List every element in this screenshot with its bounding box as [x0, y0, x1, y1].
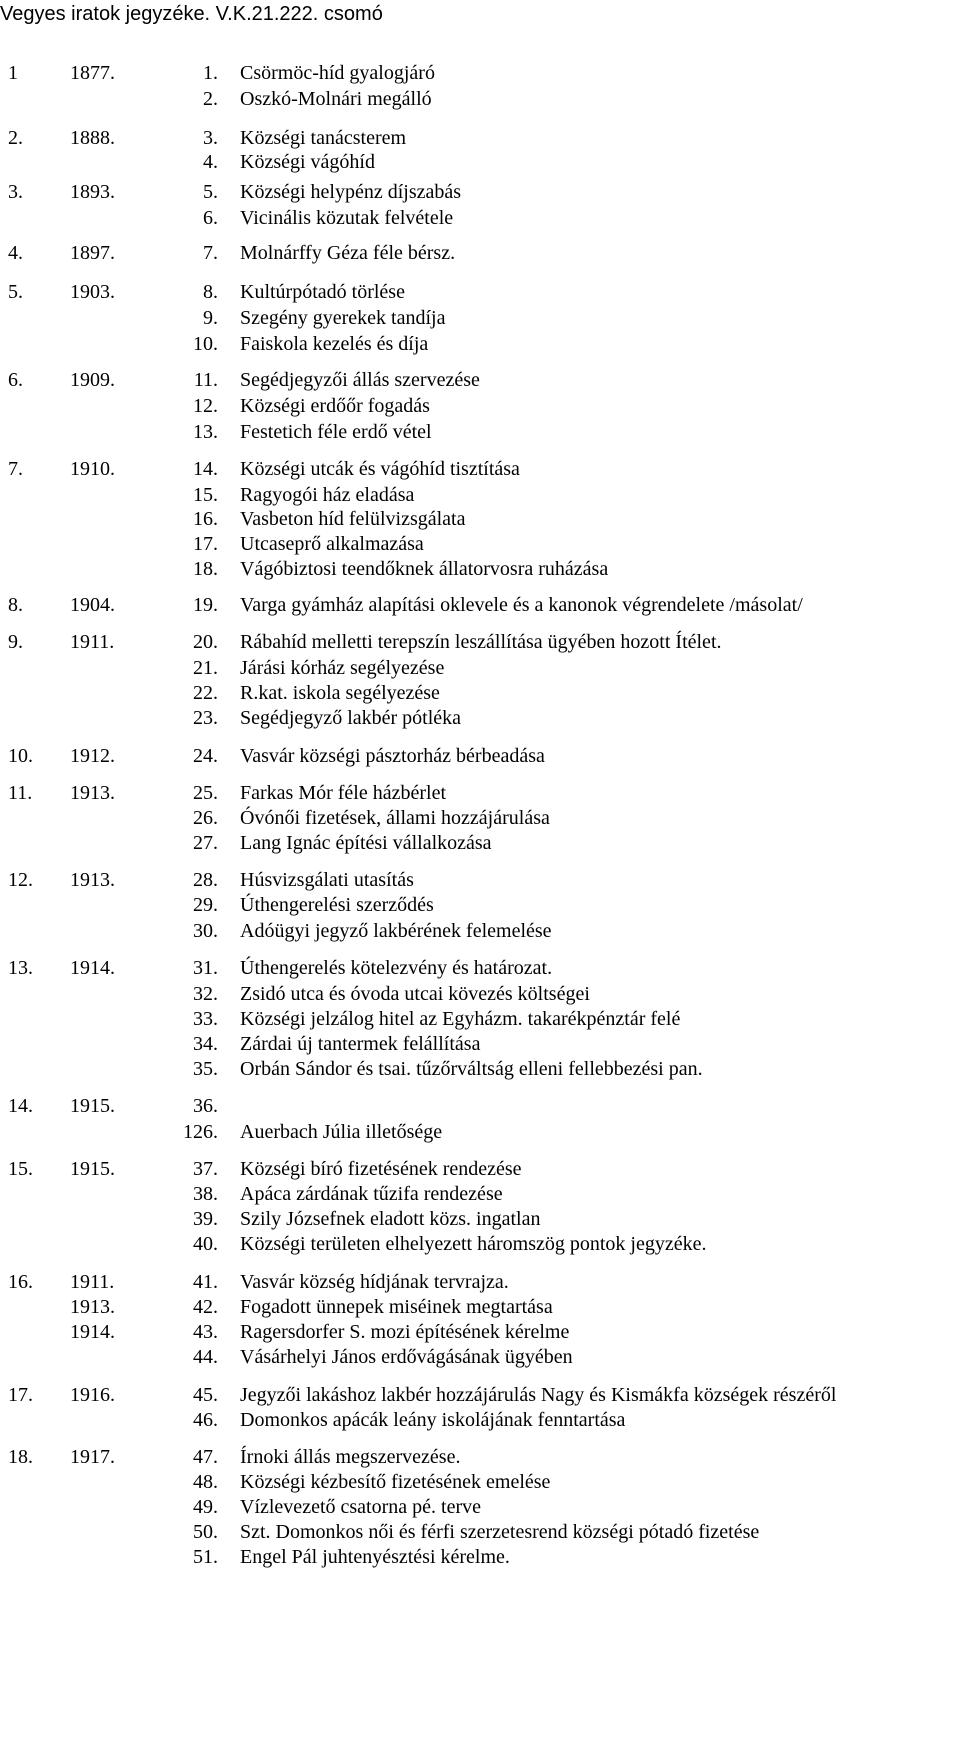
- item-number: 51.: [193, 1546, 218, 1568]
- item-number: 2.: [203, 88, 218, 110]
- item-text: Községi területen elhelyezett háromszög pontok jegyzéke.: [240, 1233, 707, 1255]
- item-text: Lang Ignác építési vállalkozása: [240, 832, 492, 854]
- entry-year: 1916.: [70, 1384, 115, 1406]
- item-text: Községi helypénz díjszabás: [240, 181, 462, 203]
- item-number: 18.: [193, 558, 218, 580]
- item-number: 126.: [183, 1121, 218, 1143]
- entry-number: 5.: [8, 281, 23, 303]
- entry-year: 1914.: [70, 957, 115, 979]
- item-number: 15.: [193, 484, 218, 506]
- item-text: Vicinális közutak felvétele: [240, 207, 454, 229]
- entry-number: 12.: [8, 869, 33, 891]
- entry-number: 3.: [8, 181, 23, 203]
- item-text: Községi bíró fizetésének rendezése: [240, 1158, 522, 1180]
- item-number: 24.: [193, 745, 218, 767]
- item-text: Vasvár község hídjának tervrajza.: [240, 1271, 509, 1293]
- item-text: Faiskola kezelés és díja: [240, 333, 429, 355]
- item-text: Szegény gyerekek tandíja: [240, 307, 446, 329]
- item-text: Községi vágóhíd: [240, 151, 375, 173]
- item-text: Úthengerelés kötelezvény és határozat.: [240, 957, 553, 979]
- item-number: 3.: [203, 127, 218, 149]
- item-text: Községi jelzálog hitel az Egyházm. takarékpénztár felé: [240, 1008, 681, 1030]
- item-text: Jegyzői lakáshoz lakbér hozzájárulás Nagy és Kismákfa községek részéről: [240, 1384, 837, 1406]
- item-number: 49.: [193, 1496, 218, 1518]
- item-number: 33.: [193, 1008, 218, 1030]
- item-text: Vágóbiztosi teendőknek állatorvosra ruházása: [240, 558, 609, 580]
- item-number: 1.: [203, 62, 218, 84]
- item-text: Vásárhelyi János erdővágásának ügyében: [240, 1346, 573, 1368]
- item-text: Zsidó utca és óvoda utcai kövezés költségei: [240, 983, 590, 1005]
- item-number: 17.: [193, 533, 218, 555]
- item-number: 39.: [193, 1208, 218, 1230]
- item-text: Községi tanácsterem: [240, 127, 407, 149]
- entry-number: 4.: [8, 242, 23, 264]
- item-number: 44.: [193, 1346, 218, 1368]
- item-number: 16.: [193, 508, 218, 530]
- item-number: 35.: [193, 1058, 218, 1080]
- item-number: 48.: [193, 1471, 218, 1493]
- item-number: 41.: [193, 1271, 218, 1293]
- entry-number: 10.: [8, 745, 33, 767]
- item-text: Utcaseprő alkalmazása: [240, 533, 424, 555]
- item-text: Engel Pál juhtenyésztési kérelme.: [240, 1546, 510, 1568]
- entry-year: 1913.: [70, 782, 115, 804]
- entry-number: 13.: [8, 957, 33, 979]
- entry-year: 1904.: [70, 594, 115, 616]
- item-text: Községi utcák és vágóhíd tisztítása: [240, 458, 520, 480]
- entry-number: 15.: [8, 1158, 33, 1180]
- item-number: 11.: [193, 369, 218, 391]
- item-text: Óvónői fizetések, állami hozzájárulása: [240, 807, 550, 829]
- item-text: Zárdai új tantermek felállítása: [240, 1033, 481, 1055]
- entry-year: 1909.: [70, 369, 115, 391]
- item-text: Csörmöc-híd gyalogjáró: [240, 62, 435, 84]
- item-text: Járási kórház segélyezése: [240, 657, 445, 679]
- entry-year: 1913.: [70, 869, 115, 891]
- item-text: Írnoki állás megszervezése.: [240, 1446, 461, 1468]
- entry-number: 6.: [8, 369, 23, 391]
- item-number: 38.: [193, 1183, 218, 1205]
- item-text: Kultúrpótadó törlése: [240, 281, 405, 303]
- item-number: 28.: [193, 869, 218, 891]
- item-number: 26.: [193, 807, 218, 829]
- entry-number: 16.: [8, 1271, 33, 1293]
- entry-number: 8.: [8, 594, 23, 616]
- item-text: Vasbeton híd felülvizsgálata: [240, 508, 466, 530]
- entry-number: 17.: [8, 1384, 33, 1406]
- item-number: 5.: [203, 181, 218, 203]
- item-text: Fogadott ünnepek miséinek megtartása: [240, 1296, 553, 1318]
- item-number: 10.: [193, 333, 218, 355]
- entry-number: 1: [8, 62, 18, 84]
- item-number: 36.: [193, 1095, 218, 1117]
- item-number: 50.: [193, 1521, 218, 1543]
- item-text: R.kat. iskola segélyezése: [240, 682, 440, 704]
- item-text: Vízlevezető csatorna pé. terve: [240, 1496, 481, 1518]
- item-text: Farkas Mór féle házbérlet: [240, 782, 447, 804]
- item-number: 47.: [193, 1446, 218, 1468]
- item-text: Segédjegyző lakbér pótléka: [240, 707, 462, 729]
- entry-year: 1897.: [70, 242, 115, 264]
- item-number: 8.: [203, 281, 218, 303]
- entry-year: 1914.: [70, 1321, 115, 1343]
- item-number: 6.: [203, 207, 218, 229]
- entry-year: 1911.: [70, 631, 115, 653]
- item-number: 31.: [193, 957, 218, 979]
- item-number: 12.: [193, 395, 218, 417]
- item-number: 37.: [193, 1158, 218, 1180]
- entry-year: 1877.: [70, 62, 115, 84]
- item-text: Rábahíd melletti terepszín leszállítása ügyében hozott Ítélet.: [240, 631, 722, 653]
- entry-year: 1915.: [70, 1095, 115, 1117]
- entry-year: 1893.: [70, 181, 115, 203]
- entry-year: 1912.: [70, 745, 115, 767]
- entry-year: 1903.: [70, 281, 115, 303]
- item-text: Orbán Sándor és tsai. tűzőrváltság elleni fellebbezési pan.: [240, 1058, 703, 1080]
- item-number: 13.: [193, 421, 218, 443]
- entry-number: 2.: [8, 127, 23, 149]
- item-number: 45.: [193, 1384, 218, 1406]
- entry-year: 1888.: [70, 127, 115, 149]
- item-text: Vasvár községi pásztorház bérbeadása: [240, 745, 545, 767]
- item-number: 40.: [193, 1233, 218, 1255]
- item-text: Községi erdőőr fogadás: [240, 395, 430, 417]
- item-text: Szt. Domonkos női és férfi szerzetesrend községi pótadó fizetése: [240, 1521, 760, 1543]
- item-number: 4.: [203, 151, 218, 173]
- item-number: 27.: [193, 832, 218, 854]
- item-number: 19.: [193, 594, 218, 616]
- item-text: Domonkos apácák leány iskolájának fenntartása: [240, 1409, 626, 1431]
- item-text: Húsvizsgálati utasítás: [240, 869, 414, 891]
- entry-number: 9.: [8, 631, 23, 653]
- item-text: Festetich féle erdő vétel: [240, 421, 432, 443]
- item-number: 20.: [193, 631, 218, 653]
- item-number: 42.: [193, 1296, 218, 1318]
- entry-year: 1917.: [70, 1446, 115, 1468]
- entry-year: 1915.: [70, 1158, 115, 1180]
- item-text: Községi kézbesítő fizetésének emelése: [240, 1471, 551, 1493]
- item-number: 43.: [193, 1321, 218, 1343]
- item-number: 14.: [193, 458, 218, 480]
- item-text: Ragyogói ház eladása: [240, 484, 415, 506]
- item-number: 21.: [193, 657, 218, 679]
- item-text: Ragersdorfer S. mozi építésének kérelme: [240, 1321, 570, 1343]
- item-text: Úthengerelési szerződés: [240, 894, 434, 916]
- item-number: 25.: [193, 782, 218, 804]
- entry-year: 1910.: [70, 458, 115, 480]
- item-number: 30.: [193, 920, 218, 942]
- entry-number: 7.: [8, 458, 23, 480]
- item-number: 29.: [193, 894, 218, 916]
- item-number: 9.: [203, 307, 218, 329]
- page-title: Vegyes iratok jegyzéke. V.K.21.222. csomó: [0, 3, 383, 25]
- item-number: 46.: [193, 1409, 218, 1431]
- item-number: 34.: [193, 1033, 218, 1055]
- item-text: Adóügyi jegyző lakbérének felemelése: [240, 920, 552, 942]
- item-text: Varga gyámház alapítási oklevele és a kanonok végrendelete /másolat/: [240, 594, 803, 616]
- item-number: 23.: [193, 707, 218, 729]
- entry-number: 18.: [8, 1446, 33, 1468]
- item-text: Szily Józsefnek eladott közs. ingatlan: [240, 1208, 541, 1230]
- item-text: Oszkó-Molnári megálló: [240, 88, 432, 110]
- item-text: Apáca zárdának tűzifa rendezése: [240, 1183, 503, 1205]
- item-number: 32.: [193, 983, 218, 1005]
- entry-year: 1913.: [70, 1296, 115, 1318]
- entry-year: 1911.: [70, 1271, 115, 1293]
- item-text: Molnárffy Géza féle bérsz.: [240, 242, 456, 264]
- item-text: Auerbach Júlia illetősége: [240, 1121, 443, 1143]
- item-text: Segédjegyzői állás szervezése: [240, 369, 480, 391]
- item-number: 22.: [193, 682, 218, 704]
- entry-number: 11.: [8, 782, 33, 804]
- item-number: 7.: [203, 242, 218, 264]
- entry-number: 14.: [8, 1095, 33, 1117]
